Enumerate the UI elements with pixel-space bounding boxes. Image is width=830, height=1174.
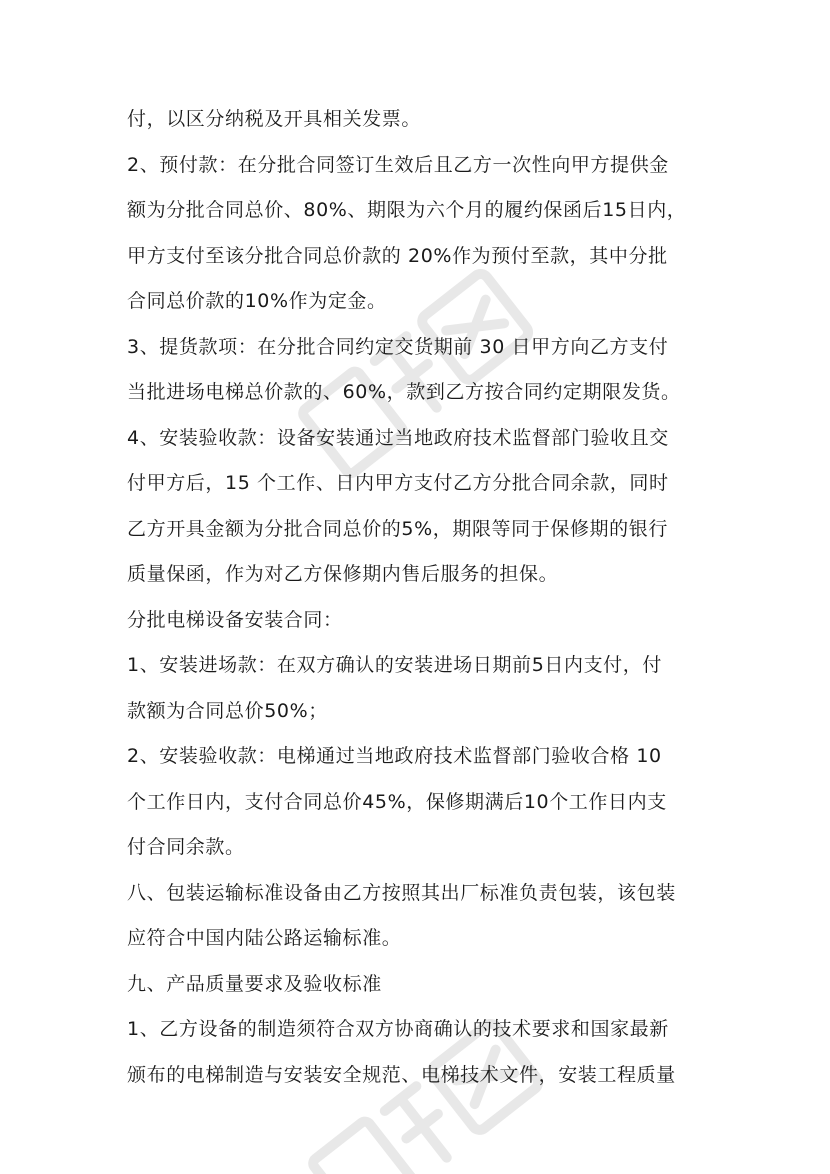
text-line: 个工作日内，支付合同总价45%，保修期满后10个工作日内支 [127, 791, 667, 813]
text-line: 2、预付款：在分批合同签订生效后且乙方一次性向甲方提供金 [127, 154, 669, 176]
text-line: 3、提货款项：在分批合同约定交货期前 30 日甲方向乙方支付 [127, 336, 669, 358]
text-line: 付，以区分纳税及开具相关发票。 [127, 108, 422, 130]
text-line: 4、安装验收款：设备安装通过当地政府技术监督部门验收且交 [127, 427, 669, 449]
text-line: 合同总价款的10%作为定金。 [127, 290, 387, 312]
text-line: 1、乙方设备的制造须符合双方协商确认的技术要求和国家最新 [127, 1018, 669, 1040]
text-line: 1、安装进场款：在双方确认的安装进场日期前5日内支付，付 [127, 654, 662, 676]
text-line: 付合同余款。 [127, 836, 245, 858]
text-line: 当批进场电梯总价款的、60%，款到乙方按合同约定期限发货。 [127, 381, 681, 403]
text-line: 款额为合同总价50%； [127, 700, 328, 722]
text-line: 应符合中国内陆公路运输标准。 [127, 927, 402, 949]
text-line: 2、安装验收款：电梯通过当地政府技术监督部门验收合格 10 [127, 745, 662, 767]
text-line: 甲方支付至该分批合同总价款的 20%作为预付至款，其中分批 [127, 245, 668, 267]
section-heading: 分批电梯设备安装合同： [127, 609, 343, 631]
text-line: 颁布的电梯制造与安装安全规范、电梯技术文件，安装工程质量 [127, 1064, 676, 1086]
watermark-icon [281, 243, 560, 498]
section-heading: 九、产品质量要求及验收标准 [127, 973, 382, 995]
text-line: 质量保函，作为对乙方保修期内售后服务的担保。 [127, 563, 559, 585]
text-line: 额为分批合同总价、80%、期限为六个月的履约保函后15日内， [127, 199, 687, 221]
section-heading: 八、包装运输标准设备由乙方按照其出厂标准负责包装，该包装 [127, 882, 676, 904]
text-line: 乙方开具金额为分批合同总价的5%，期限等同于保修期的银行 [127, 518, 668, 540]
text-line: 付甲方后，15 个工作、日内甲方支付乙方分批合同余款，同时 [127, 472, 669, 494]
